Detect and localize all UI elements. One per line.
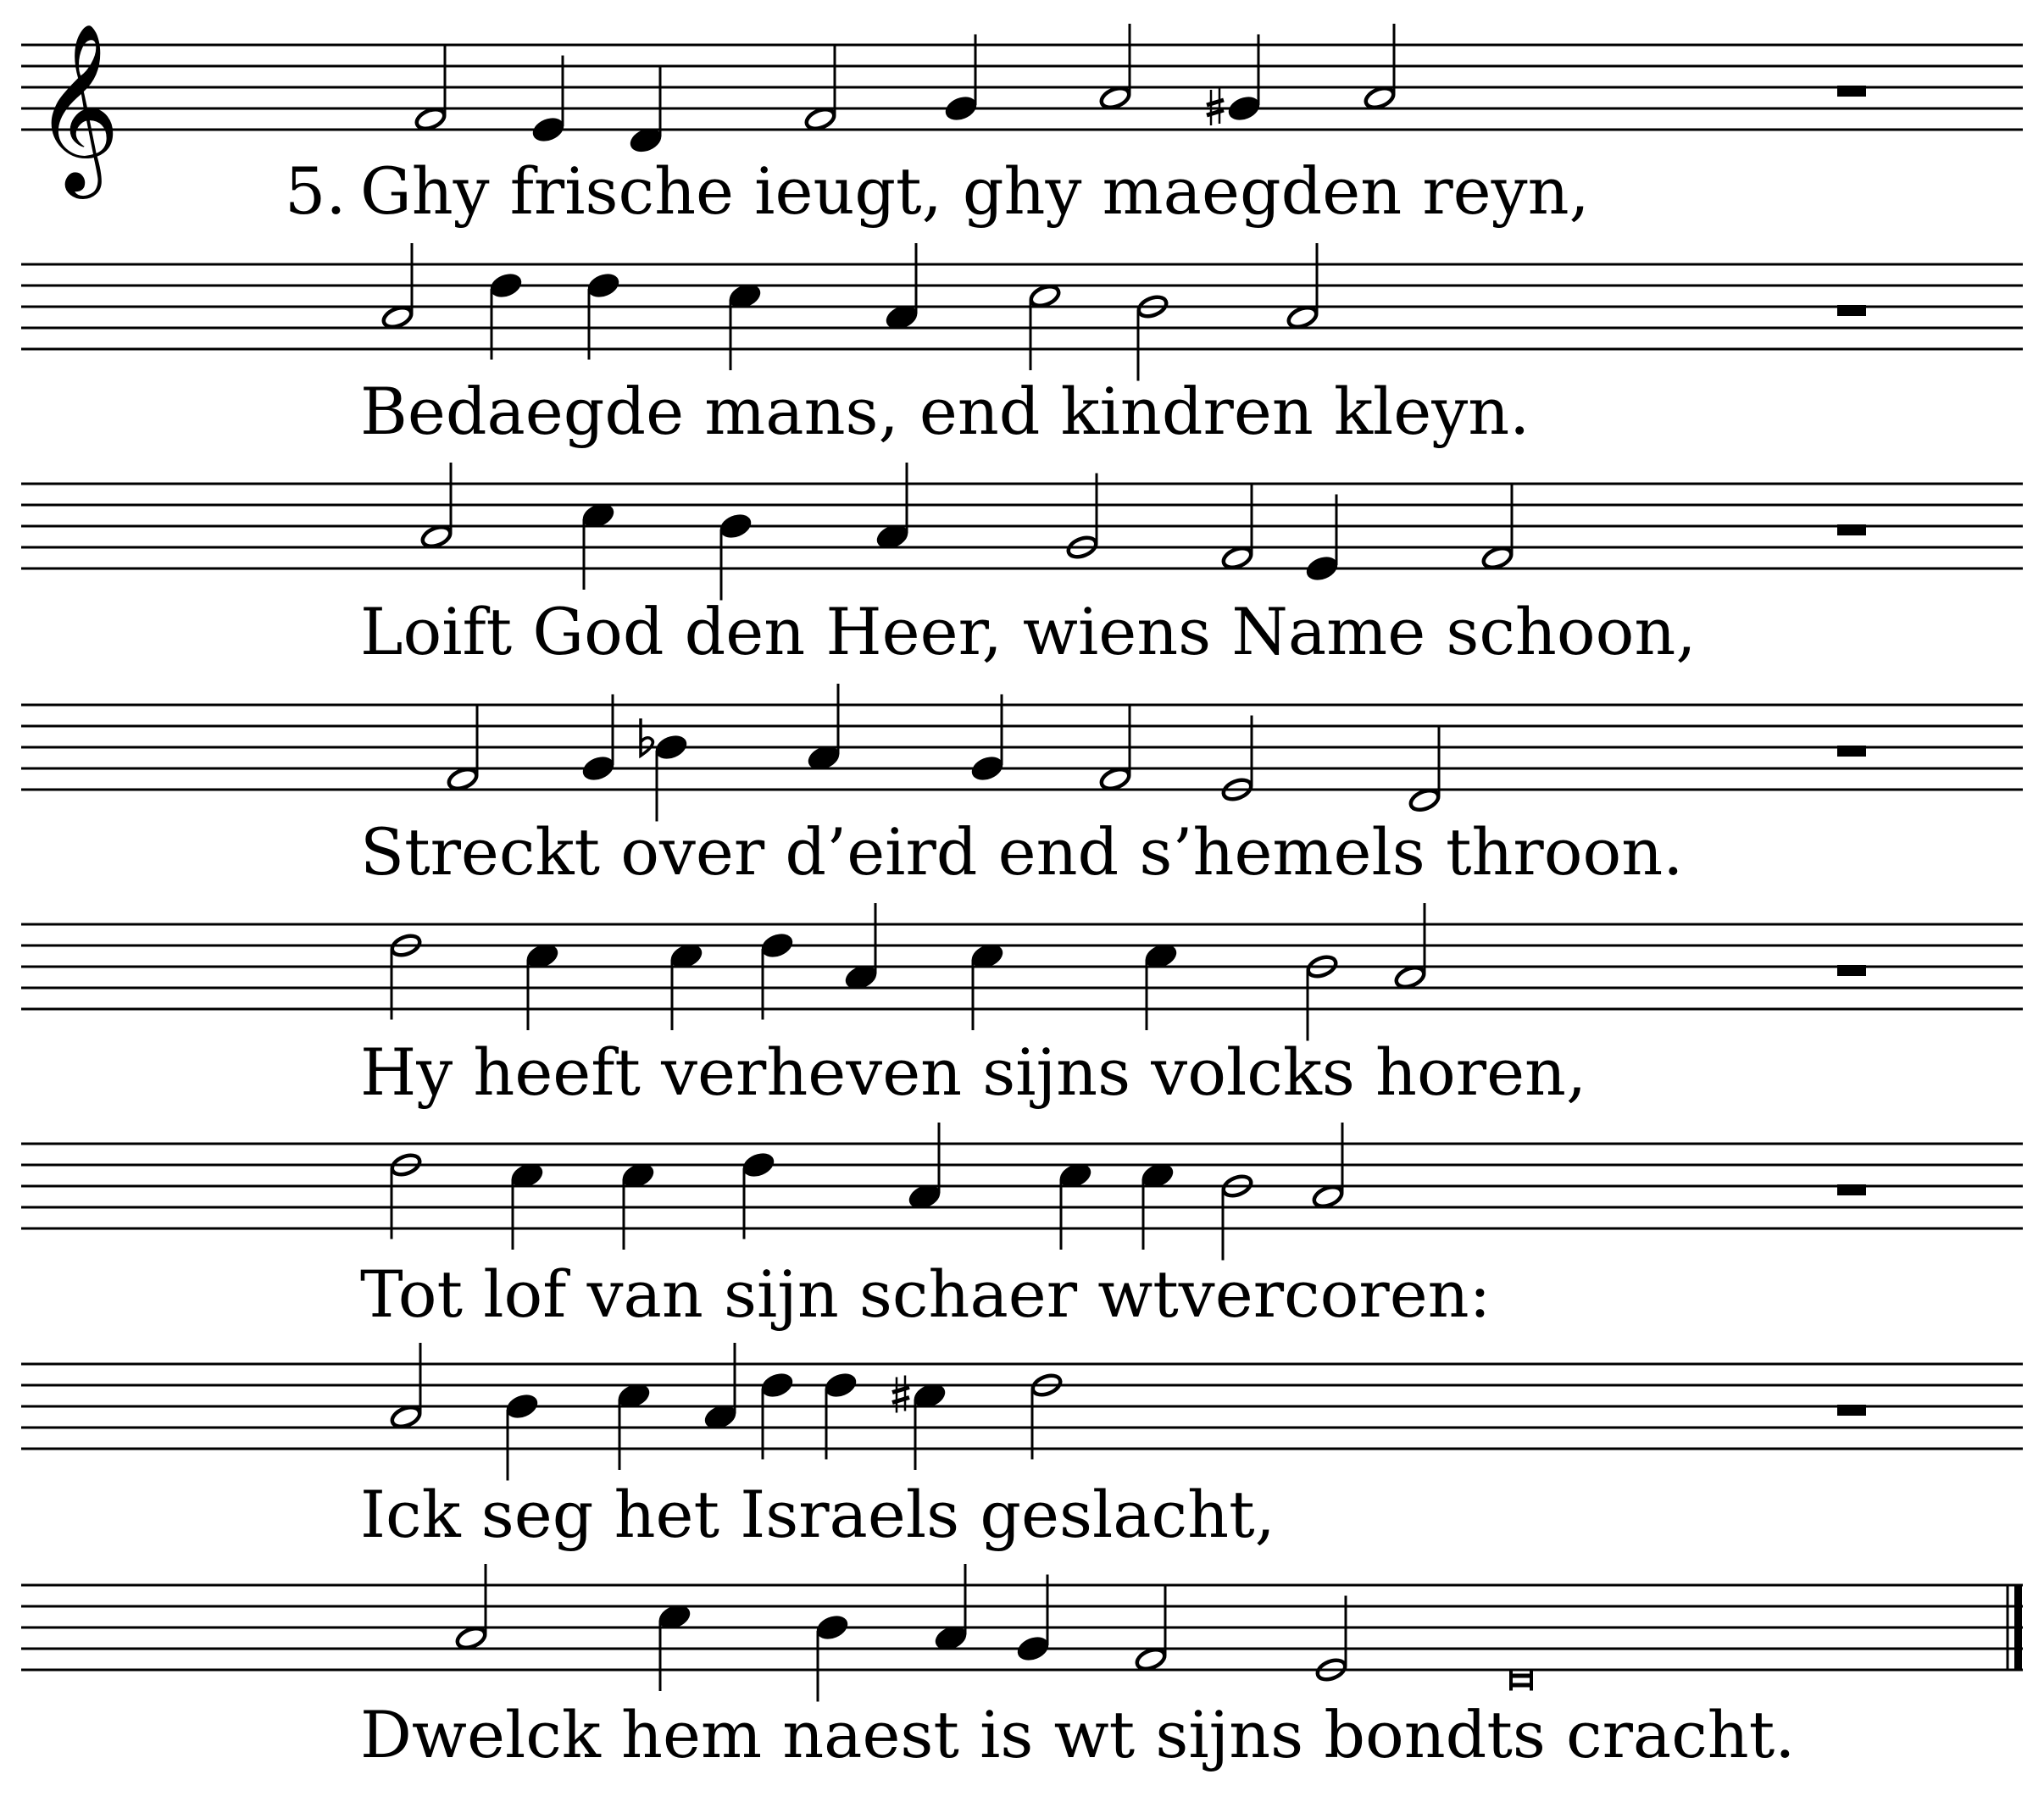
note xyxy=(454,1564,487,1651)
note xyxy=(702,1343,740,1433)
sharp-icon xyxy=(892,1398,909,1403)
note xyxy=(1139,1160,1177,1250)
half-notehead xyxy=(1311,1184,1344,1210)
note xyxy=(1028,283,1061,370)
note xyxy=(758,929,797,1019)
note xyxy=(389,1343,422,1430)
note xyxy=(580,695,618,785)
note xyxy=(530,56,568,146)
staff-system xyxy=(21,1343,2023,1481)
staff-system xyxy=(21,463,2023,601)
half-notehead xyxy=(1220,545,1253,571)
sharp-icon xyxy=(1207,100,1224,105)
rest-icon xyxy=(1837,524,1866,535)
note xyxy=(1286,243,1319,330)
note xyxy=(627,66,665,156)
staff-system xyxy=(21,243,2023,381)
rest-icon xyxy=(1837,1184,1866,1195)
breve-bar xyxy=(1511,1674,1531,1678)
note xyxy=(1480,484,1514,571)
rest-icon xyxy=(1837,86,1866,97)
note xyxy=(1057,1160,1095,1250)
note xyxy=(1207,35,1263,126)
note xyxy=(668,940,706,1030)
note xyxy=(414,45,447,132)
verse-number: 5. xyxy=(285,153,347,229)
note xyxy=(380,243,414,330)
half-notehead xyxy=(1480,545,1514,571)
note xyxy=(1363,24,1396,111)
note xyxy=(726,280,764,370)
half-notehead xyxy=(803,106,836,132)
note xyxy=(1220,484,1253,571)
note xyxy=(1142,940,1180,1030)
note xyxy=(487,269,525,359)
sharp-icon xyxy=(892,1388,909,1393)
rest-icon xyxy=(1837,746,1866,757)
lyric-line: Tot lof van sijn schaer wtvercoren: xyxy=(360,1256,1491,1332)
note xyxy=(822,1369,860,1459)
half-notehead xyxy=(1098,766,1131,792)
note xyxy=(883,243,921,333)
lyric-line: Streckt over d’eird end s’hemels throon. xyxy=(360,814,1684,890)
half-notehead xyxy=(1098,85,1131,111)
half-notehead xyxy=(1363,85,1396,111)
lyric-line: Loift God den Heer, wiens Name schoon, xyxy=(360,594,1697,669)
note xyxy=(1303,495,1341,585)
note xyxy=(717,510,755,600)
note xyxy=(524,940,562,1030)
staff-system xyxy=(21,1564,2023,1702)
note xyxy=(656,1601,694,1691)
staff-system xyxy=(21,1123,2023,1261)
note xyxy=(842,903,880,993)
lyric-line: Bedaegde mans, end kindren kleyn. xyxy=(360,374,1530,449)
staff-system xyxy=(21,684,2023,822)
half-notehead xyxy=(1028,283,1061,309)
note xyxy=(446,705,479,792)
note xyxy=(503,1390,542,1480)
treble-clef-icon: 𝄞 xyxy=(34,21,120,191)
rest-icon xyxy=(1837,965,1866,976)
half-notehead xyxy=(1134,1646,1167,1672)
half-notehead xyxy=(1408,787,1441,813)
note xyxy=(641,718,690,822)
note xyxy=(1393,903,1426,990)
staff-system xyxy=(21,903,2023,1041)
note xyxy=(969,695,1007,785)
note xyxy=(615,1380,653,1470)
half-notehead xyxy=(380,304,414,330)
rest-icon xyxy=(1837,1405,1866,1416)
half-notehead xyxy=(1286,304,1319,330)
note xyxy=(805,684,843,773)
rest-icon xyxy=(1837,305,1866,316)
note xyxy=(580,500,618,590)
note xyxy=(1511,1671,1531,1691)
note xyxy=(1098,24,1131,111)
half-notehead xyxy=(419,524,453,550)
half-notehead xyxy=(446,766,479,792)
half-notehead xyxy=(454,1625,487,1651)
note xyxy=(585,269,623,359)
lyric-line: Ghy frische ieugt, ghy maegden reyn, xyxy=(360,153,1590,229)
half-notehead xyxy=(414,106,447,132)
note xyxy=(419,463,453,550)
note xyxy=(1014,1575,1053,1665)
breve-bar xyxy=(1511,1683,1531,1688)
note xyxy=(1408,726,1441,813)
note xyxy=(906,1123,944,1212)
half-notehead xyxy=(389,1404,422,1430)
flat-icon xyxy=(641,718,653,756)
half-notehead xyxy=(1393,964,1426,990)
note xyxy=(969,940,1007,1030)
lyric-line: Hy heeft verheven sijns volcks horen, xyxy=(360,1034,1587,1110)
note xyxy=(1311,1123,1344,1210)
note xyxy=(942,35,980,125)
note xyxy=(740,1149,778,1239)
note xyxy=(758,1369,797,1459)
note xyxy=(892,1376,948,1471)
note xyxy=(814,1611,852,1701)
final-barline xyxy=(2014,1585,2022,1670)
sharp-icon xyxy=(1207,110,1224,115)
note xyxy=(1098,705,1131,792)
note xyxy=(803,45,836,132)
note xyxy=(1134,1585,1167,1672)
note xyxy=(932,1564,970,1654)
note xyxy=(874,463,912,552)
note xyxy=(508,1160,547,1250)
note xyxy=(619,1160,658,1250)
lyric-line: Dwelck hem naest is wt sijns bondts cracht. xyxy=(360,1697,1796,1772)
lyric-line: Ick seg het Israels geslacht, xyxy=(360,1477,1275,1552)
